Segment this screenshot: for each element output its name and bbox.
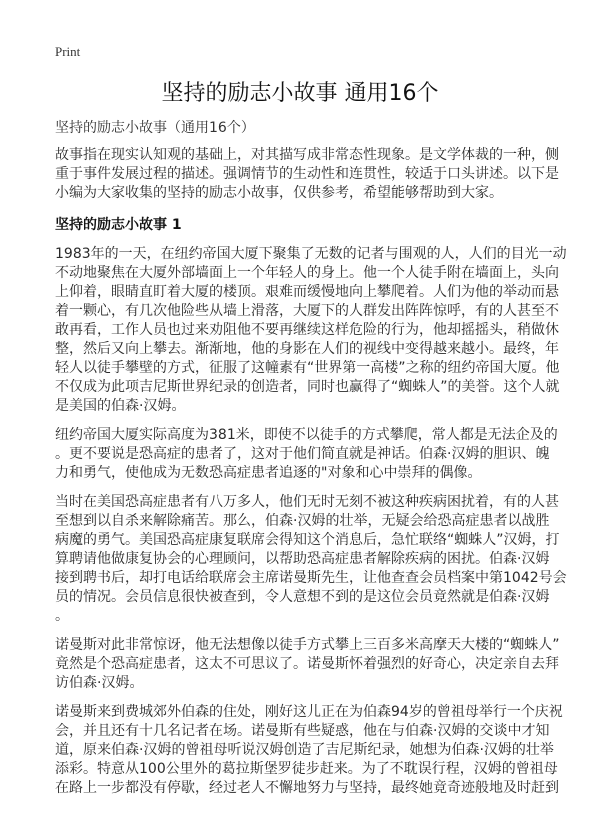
text-line: 诺曼斯对此非常惊讶，他无法想像以徒手方式攀上三百多米高摩天大楼的“蜘蛛人”: [55, 637, 560, 653]
intro-paragraph: [55, 146, 559, 203]
text-line: 故事指在现实认知观的基础上，对其描写成非常态性现象。是文学体裁的一种，侧: [55, 147, 559, 163]
text-line: 道，原来伯森·汉姆的曾祖母听说汉姆创造了吉尼斯纪录，她想为伯森·汉姆的壮举: [55, 742, 554, 758]
text-line: 不仅成为此项吉尼斯世界纪录的创造者，同时也赢得了“蜘蛛人”的美誉。这个人就: [55, 379, 560, 395]
text-line: 。: [55, 608, 69, 624]
section-heading: 坚持的励志小故事 1: [55, 217, 182, 233]
text-line: 诺曼斯来到费城郊外伯森的住处，刚好这儿正在为伯森94岁的曾祖母举行一个庆祝: [55, 704, 563, 720]
document-subtitle: 坚持的励志小故事（通用16个）: [55, 120, 255, 136]
text-line: 添彩。特意从100公里外的葛拉斯堡罗徒步赶来。为了不耽误行程，汉姆的曾祖母: [55, 761, 558, 777]
text-line: 当时在美国恐高症患者有八万多人，他们无时无刻不被这种疾病困扰着，有的人甚: [55, 494, 559, 510]
text-line: 会，并且还有十几名记者在场。诺曼斯有些疑惑，他在与伯森·汉姆的交谈中才知: [55, 723, 550, 739]
text-line: 1983年的一天，在纽约帝国大厦下聚集了无数的记者与围观的人，人们的目光一动: [55, 246, 567, 262]
text-line: 不动地聚焦在大厦外部墙面上一个年轻人的身上。他一个人徒手附在墙面上，头向: [55, 265, 559, 281]
text-line: 整，然后又向上攀去。渐渐地，他的身影在人们的视线中变得越来越小。最终，年: [55, 341, 559, 357]
text-line: 轻人以徒手攀壁的方式，征服了这幢素有“世界第一高楼”之称的纽约帝国大厦。他: [55, 360, 560, 376]
text-line: 竟然是个恐高症患者，这太不可思议了。诺曼斯怀着强烈的好奇心，决定亲自去拜: [55, 656, 559, 672]
text-line: 是美国的伯森·汉姆。: [55, 398, 186, 414]
story-paragraph: [55, 703, 563, 798]
text-line: 至想到以自杀来解除痛苦。那么，伯森·汉姆的壮举，无疑会给恐高症患者以战胜: [55, 513, 550, 529]
story-body: [55, 245, 567, 798]
document-title: 坚持的励志小故事 通用16个: [161, 81, 439, 106]
text-line: 小编为大家收集的坚持的励志小故事，仅供参考，希望能够帮助到大家。: [55, 185, 503, 201]
text-line: 病魔的勇气。美国恐高症康复联席会得知这个消息后，急忙联络“蜘蛛人”汉姆，打: [55, 532, 560, 548]
text-line: 访伯森·汉姆。: [55, 675, 144, 691]
story-paragraph: [55, 426, 558, 483]
story-paragraph: [55, 245, 567, 416]
print-link[interactable]: Print: [55, 44, 81, 59]
text-line: 员的情况。会员信息很快被查到，令人意想不到的是这位会员竟然就是伯森·汉姆: [55, 589, 550, 605]
text-line: 重于事件发展过程的描述。强调情节的生动性和连贯性，较适于口头讲述。以下是: [55, 166, 559, 182]
story-paragraph: [55, 636, 560, 693]
story-paragraph: [55, 493, 567, 626]
text-line: 敢再看，工作人员也过来劝阻他不要再继续这样危险的行为，他却摇摇头，稍做休: [55, 322, 559, 338]
text-line: 。更不要说是恐高症的患者了，这对于他们简直就是神话。伯森·汉姆的胆识、魄: [55, 446, 550, 462]
text-line: 力和勇气，使他成为无数恐高症患者追逐的"对象和心中崇拜的偶像。: [55, 465, 482, 481]
text-line: 上仰着，眼睛直盯着大厦的楼顶。艰难而缓慢地向上攀爬着。人们为他的举动而悬: [55, 284, 559, 300]
text-line: 在路上一步都没有停歇，经过老人不懈地努力与坚持，最终她竟奇迹般地及时赶到: [55, 780, 559, 796]
text-line: 接到聘书后，却打电话给联席会主席诺曼斯先生，让他查查会员档案中第1042号会: [55, 570, 567, 586]
text-line: 算聘请他做康复协会的心理顾问，以帮助恐高症患者解除疾病的困扰。伯森·汉姆: [55, 551, 550, 567]
text-line: 着一颗心，有几次他险些从墙上滑落，大厦下的人群发出阵阵惊呼，有的人甚至不: [55, 303, 559, 319]
text-line: 纽约帝国大厦实际高度为381米，即使不以徒手的方式攀爬，常人都是无法企及的: [55, 427, 558, 443]
